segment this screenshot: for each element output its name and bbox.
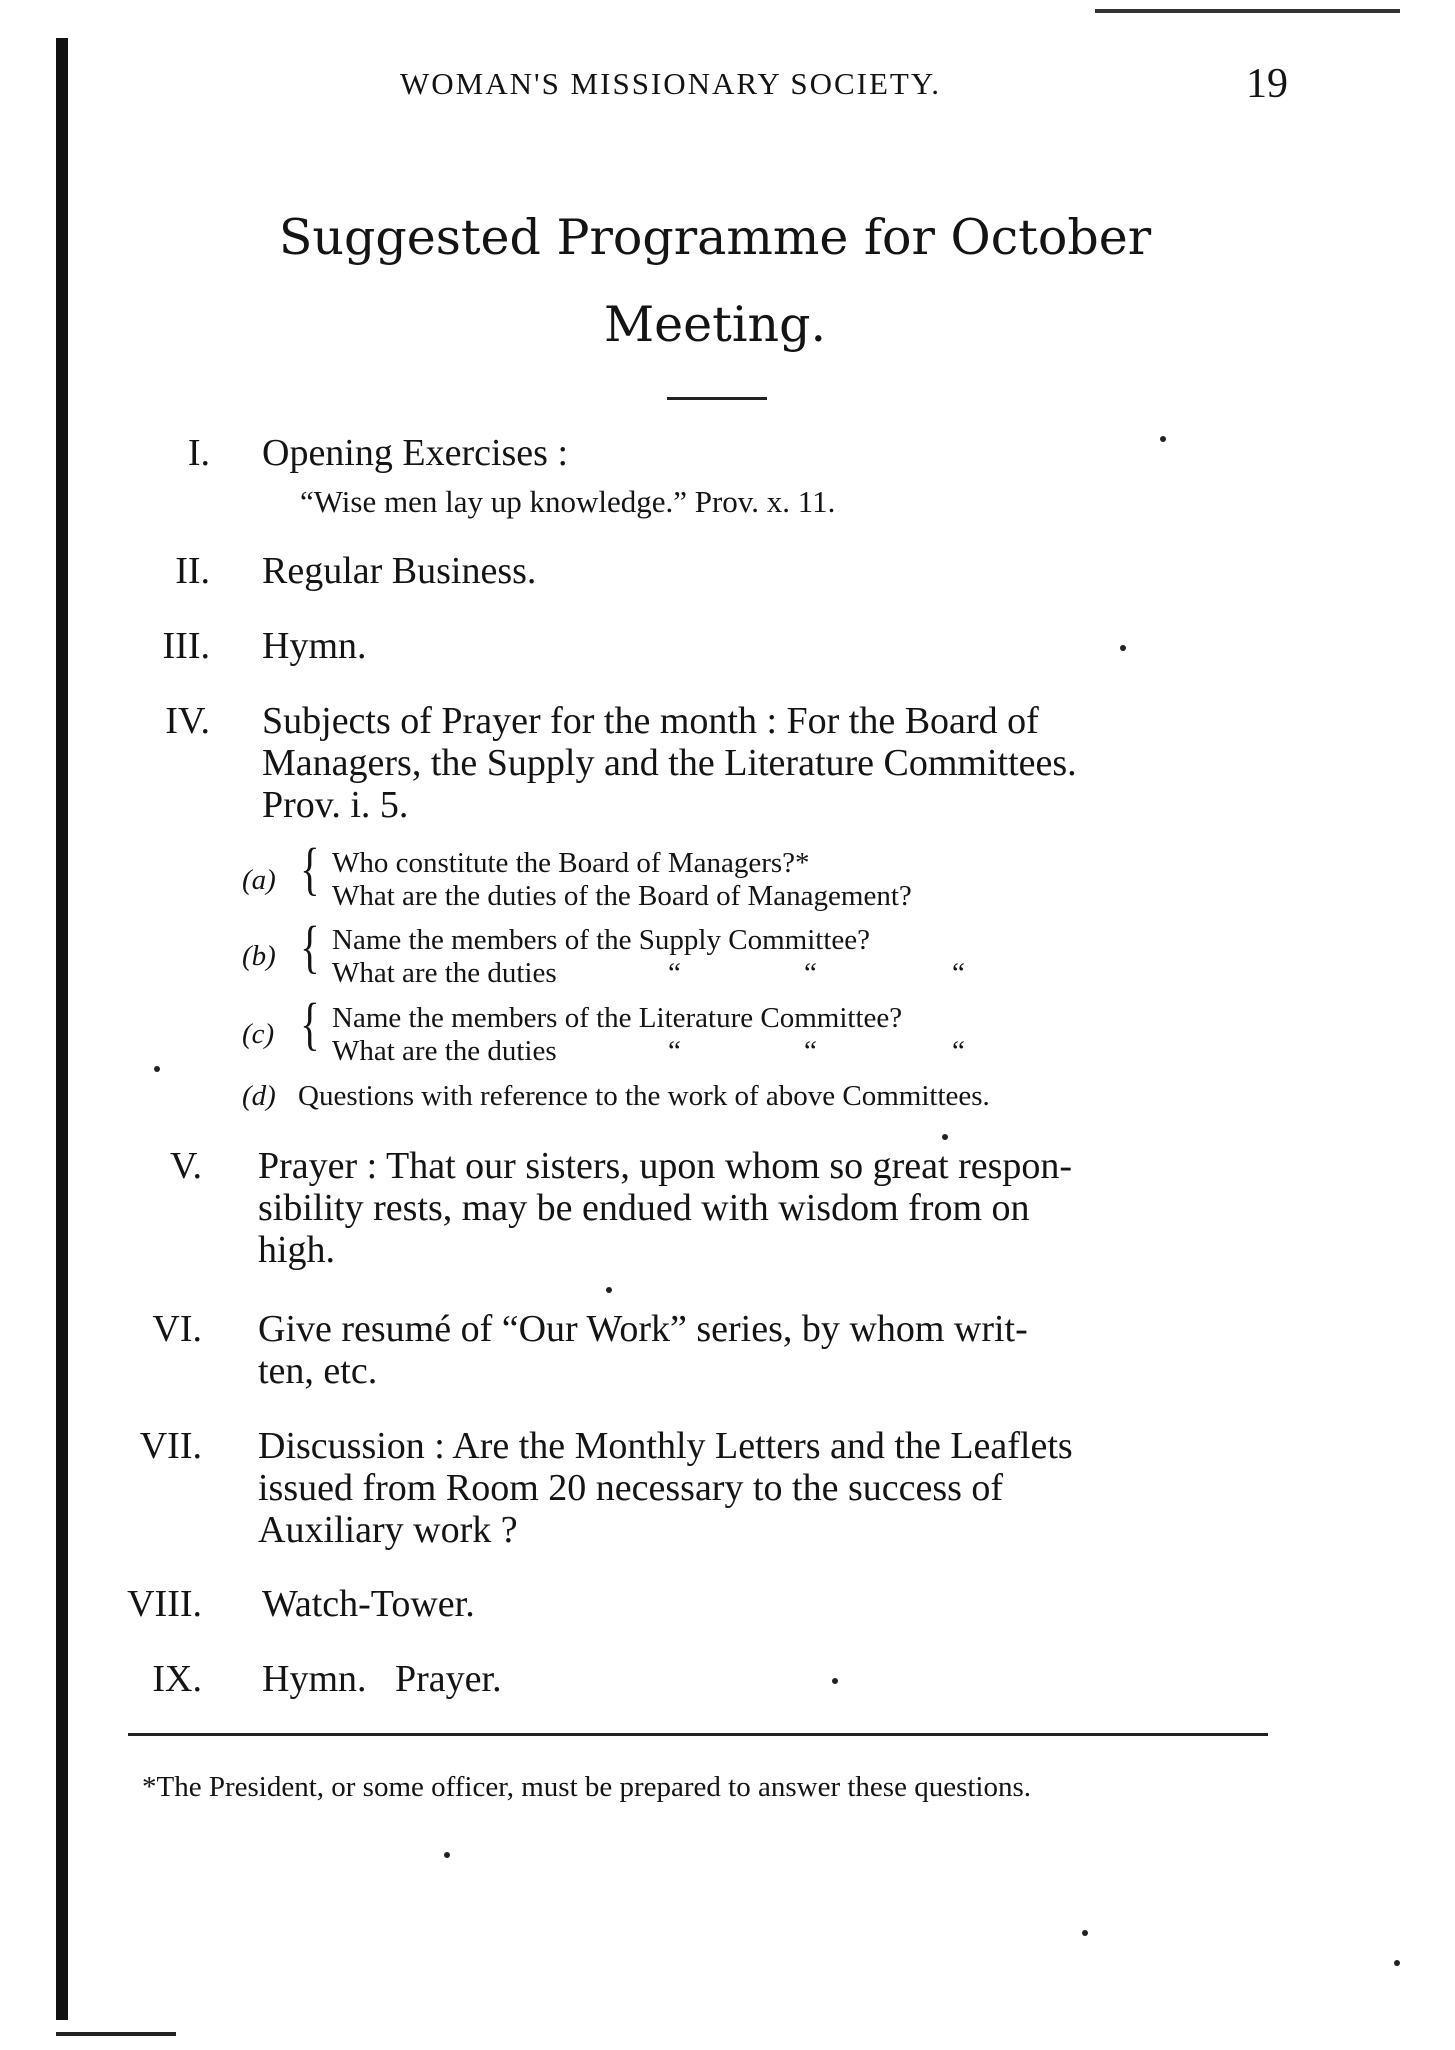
scan-speck (1394, 1960, 1400, 1966)
ditto-mark: “ (952, 957, 965, 989)
scan-speck (444, 1852, 450, 1858)
page-title-line-1: Suggested Programme for October (278, 209, 1152, 266)
page-number: 19 (1246, 61, 1288, 107)
item-line: sibility rests, may be endued with wisdom from on (258, 1187, 1030, 1229)
subitem-b-line-2: What are the duties (332, 957, 557, 989)
subitem-a-line-2: What are the duties of the Board of Management? (332, 880, 912, 912)
subitem-d-text: Questions with reference to the work of above Committees. (298, 1080, 990, 1112)
subitem-letter-c: (c) (242, 1018, 275, 1050)
ditto-mark: “ (804, 957, 817, 989)
scan-speck (1082, 1930, 1088, 1936)
brace-c: { (300, 991, 320, 1056)
item-numeral: IX. (152, 1658, 202, 1700)
item-text: Regular Business. (262, 550, 537, 592)
footnote-rule (128, 1733, 1268, 1736)
item-line: Discussion : Are the Monthly Letters and the Leaflets (258, 1425, 1073, 1467)
scripture-quote: “Wise men lay up knowledge.” Prov. x. 11. (300, 484, 836, 519)
item-numeral: IV. (165, 700, 210, 742)
item-line: ten, etc. (258, 1350, 378, 1392)
scan-speck (832, 1678, 838, 1684)
item-numeral: I. (187, 432, 210, 474)
item-5-text (258, 1145, 1288, 1271)
item-line: Prayer : That our sisters, upon whom so great respon- (258, 1145, 1073, 1187)
subitem-c-line-1: Name the members of the Literature Committee? (332, 1002, 903, 1034)
item-numeral: VI. (152, 1308, 202, 1350)
scan-speck (1160, 436, 1166, 442)
subitem-letter-d: (d) (242, 1080, 276, 1112)
ditto-mark: “ (804, 1035, 817, 1067)
item-line: Give resumé of “Our Work” series, by whom writ- (258, 1308, 1028, 1350)
item-line: Auxiliary work ? (258, 1509, 518, 1551)
brace-a: { (300, 836, 320, 901)
scan-speck (942, 1134, 948, 1140)
item-numeral: III. (162, 625, 210, 667)
item-4-text (262, 700, 1292, 826)
running-header: WOMAN'S MISSIONARY SOCIETY. (400, 66, 942, 101)
subitem-c-line-2: What are the duties (332, 1035, 557, 1067)
item-text: Hymn. Prayer. (262, 1658, 502, 1700)
scan-speck (1120, 645, 1126, 651)
item-line: high. (258, 1229, 336, 1271)
item-numeral: VII. (139, 1425, 202, 1467)
ditto-mark: “ (668, 957, 681, 989)
brace-b: { (300, 914, 320, 979)
title-divider (667, 397, 767, 400)
subitem-letter-a: (a) (242, 864, 276, 896)
item-line: Subjects of Prayer for the month : For the Board of (262, 700, 1039, 742)
item-text: Hymn. (262, 625, 367, 667)
item-numeral: II. (175, 550, 210, 592)
top-edge-rule (1095, 9, 1400, 13)
item-line: Managers, the Supply and the Literature Committees. (262, 742, 1077, 784)
page-bottom-edge (56, 2032, 176, 2036)
scan-speck (154, 1066, 160, 1072)
subitem-a-line-1: Who constitute the Board of Managers?* (332, 847, 810, 879)
item-line: issued from Room 20 necessary to the success of (258, 1467, 1004, 1509)
subitem-b-line-1: Name the members of the Supply Committee? (332, 924, 870, 956)
item-numeral: VIII. (127, 1583, 202, 1625)
item-numeral: V. (169, 1145, 202, 1187)
scan-speck (606, 1287, 612, 1293)
item-text: Watch-Tower. (262, 1583, 475, 1625)
item-text: Opening Exercises : (262, 432, 569, 474)
item-6-text (258, 1308, 1288, 1392)
ditto-mark: “ (668, 1035, 681, 1067)
footnote: *The President, or some officer, must be prepared to answer these questions. (142, 1771, 1032, 1803)
page-spine-edge (56, 38, 68, 2020)
item-line: Prov. i. 5. (262, 784, 409, 826)
page-title-line-2: Meeting. (603, 296, 827, 353)
item-7-text (258, 1425, 1288, 1551)
ditto-mark: “ (952, 1035, 965, 1067)
subitem-letter-b: (b) (242, 940, 276, 972)
